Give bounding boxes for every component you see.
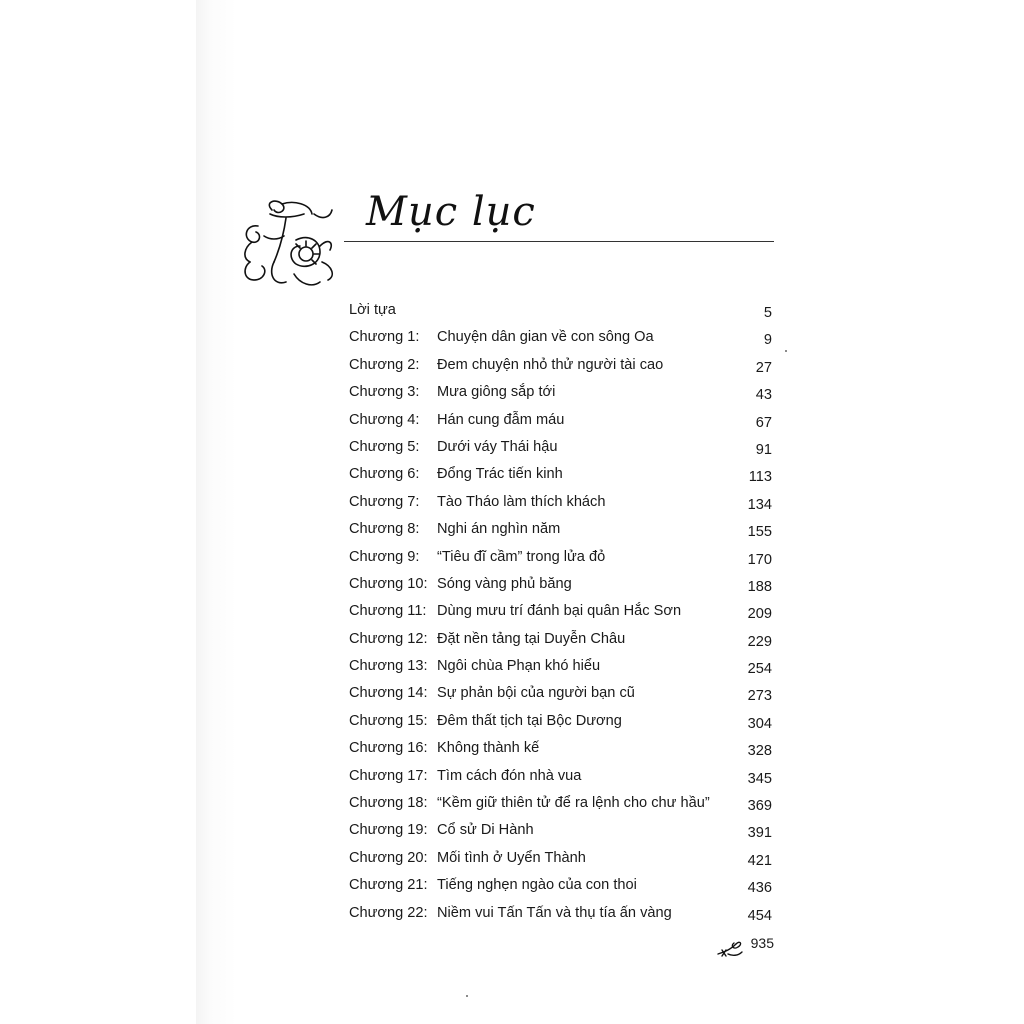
toc-entry [349,516,775,543]
toc-chapter-number: Chương 18: [349,795,428,812]
page-number: 935 [750,935,774,951]
toc-page-number: 454 [747,907,772,924]
toc-entry [349,407,775,434]
toc-page-number: 113 [748,469,772,486]
toc-chapter-title: Đêm thất tịch tại Bộc Dương [437,712,622,729]
toc-entry-label [349,516,560,543]
toc-page-number: 188 [747,578,772,595]
toc-entry [349,708,775,735]
toc-entry-label [349,352,663,379]
toc-entry [349,352,775,379]
toc-page-number: 421 [747,852,772,869]
toc-chapter-number: Chương 6: [349,466,420,483]
toc-chapter-number: Chương 20: [349,849,428,866]
toc-chapter-number: Chương 7: [349,493,420,510]
toc-entry-label [349,872,637,899]
toc-page-number: 134 [747,496,772,513]
toc-chapter-title: Tào Tháo làm thích khách [437,493,606,510]
toc-chapter-number: Chương 8: [349,521,420,538]
toc-chapter-number: Chương 5: [349,438,420,455]
toc-entry-label [349,489,605,516]
toc-page-number: 9 [763,332,772,349]
toc-page-number: 391 [747,825,772,842]
toc-page-number: 436 [747,880,772,897]
toc-entry-label [349,571,572,598]
toc-entry [349,297,775,324]
toc-chapter-number: Chương 1: [349,329,420,346]
toc-page-number: 304 [747,715,772,732]
toc-chapter-number: Chương 11: [349,603,427,620]
toc-entry [349,735,775,762]
toc-page-number: 155 [747,524,772,541]
toc-entry [349,680,775,707]
toc-chapter-number: Chương 13: [349,658,428,675]
toc-page-number: 273 [747,688,772,705]
toc-page-number: 369 [747,798,772,815]
toc-entry-label [349,817,534,844]
table-of-contents [349,297,775,927]
toc-entry-label [349,845,586,872]
toc-chapter-title: Ngôi chùa Phạn khó hiểu [437,658,601,675]
toc-chapter-title: Sự phản bội của người bạn cũ [437,685,635,702]
toc-chapter-title: Mưa giông sắp tới [437,384,556,401]
toc-chapter-number: Chương 16: [349,740,428,757]
toc-entry [349,598,775,625]
toc-chapter-number: Chương 3: [349,384,420,401]
toc-page-number: 254 [747,661,772,678]
toc-chapter-title: “Kềm giữ thiên tử để ra lệnh cho chư hầu” [437,795,710,812]
toc-page-number: 27 [755,359,772,376]
toc-chapter-title: Đổng Trác tiến kinh [437,466,563,483]
floral-scroll-ornament-icon [234,196,344,298]
toc-entry [349,900,775,927]
toc-chapter-title: Cổ sử Di Hành [437,822,534,839]
toc-chapter-number: Chương 15: [349,712,428,729]
toc-chapter-number: Chương 19: [349,822,428,839]
toc-entry [349,872,775,899]
toc-entry-label [349,626,625,653]
toc-entry [349,461,775,488]
toc-page-number: 170 [747,551,772,568]
toc-entry [349,434,775,461]
toc-chapter-title: Mối tình ở Uyển Thành [437,849,586,866]
toc-entry [349,379,775,406]
toc-page-number: 43 [755,387,772,404]
toc-chapter-title: Nghi án nghìn năm [437,521,561,538]
toc-chapter-title: Hán cung đẫm máu [437,411,565,428]
toc-chapter-number: Chương 4: [349,411,420,428]
toc-entry [349,544,775,571]
toc-entry [349,790,775,817]
toc-chapter-number: Chương 2: [349,356,420,373]
toc-page-number: 209 [747,606,772,623]
toc-chapter-title: Tiếng nghẹn ngào của con thoi [437,877,637,894]
toc-chapter-number: Chương 10: [349,575,428,592]
toc-entry-label [349,324,654,351]
toc-entry-label [349,544,605,571]
toc-chapter-title: Niềm vui Tấn Tấn và thụ tía ấn vàng [437,904,672,921]
toc-chapter-number: Chương 22: [349,904,428,921]
toc-entry [349,626,775,653]
toc-chapter-title: Dùng mưu trí đánh bại quân Hắc Sơn [437,603,682,620]
toc-chapter-number: Chương 14: [349,685,428,702]
toc-entry [349,845,775,872]
page-folio [716,934,776,960]
toc-page-number: 5 [763,305,772,321]
toc-chapter-title: Lời tựa [349,302,396,318]
toc-entry-label [349,598,681,625]
toc-page-number: 229 [747,633,772,650]
toc-chapter-title: Dưới váy Thái hậu [437,438,558,455]
toc-entry-label [349,407,564,434]
page-title: Mục lục [366,189,536,235]
toc-entry-label [349,680,635,707]
title-underline [344,241,774,242]
toc-chapter-number: Chương 17: [349,767,428,784]
toc-chapter-title: Đem chuyện nhỏ thử người tài cao [437,356,664,373]
toc-entry-label [349,379,555,406]
paper-speck [785,350,787,352]
toc-entry [349,324,775,351]
toc-entry [349,653,775,680]
paper-speck [466,995,468,997]
toc-page-number: 345 [747,770,772,787]
toc-entry-label [349,790,710,817]
toc-entry-label [349,763,581,790]
toc-chapter-title: Chuyện dân gian về con sông Oa [437,329,654,346]
toc-entry-label [349,900,672,927]
toc-entry [349,571,775,598]
toc-entry-label [349,434,557,461]
toc-chapter-title: “Tiêu đĩ cầm” trong lửa đỏ [437,548,606,565]
toc-entry [349,489,775,516]
toc-entry [349,763,775,790]
toc-page-number: 67 [755,414,772,431]
toc-entry-label [349,461,563,488]
toc-chapter-title: Đặt nền tảng tại Duyễn Châu [437,630,626,647]
toc-chapter-title: Không thành kế [437,740,540,757]
toc-chapter-number: Chương 21: [349,877,428,894]
toc-chapter-title: Tìm cách đón nhà vua [437,767,582,784]
toc-chapter-number: Chương 12: [349,630,428,647]
toc-chapter-title: Sóng vàng phủ băng [437,575,572,592]
quill-flourish-icon [716,938,744,958]
toc-entry [349,817,775,844]
toc-chapter-number: Chương 9: [349,548,420,565]
toc-entry-label [349,297,396,324]
toc-page-number: 91 [755,441,772,458]
toc-page-number: 328 [747,743,772,760]
toc-entry-label [349,653,600,680]
toc-entry-label [349,708,622,735]
toc-entry-label [349,735,539,762]
